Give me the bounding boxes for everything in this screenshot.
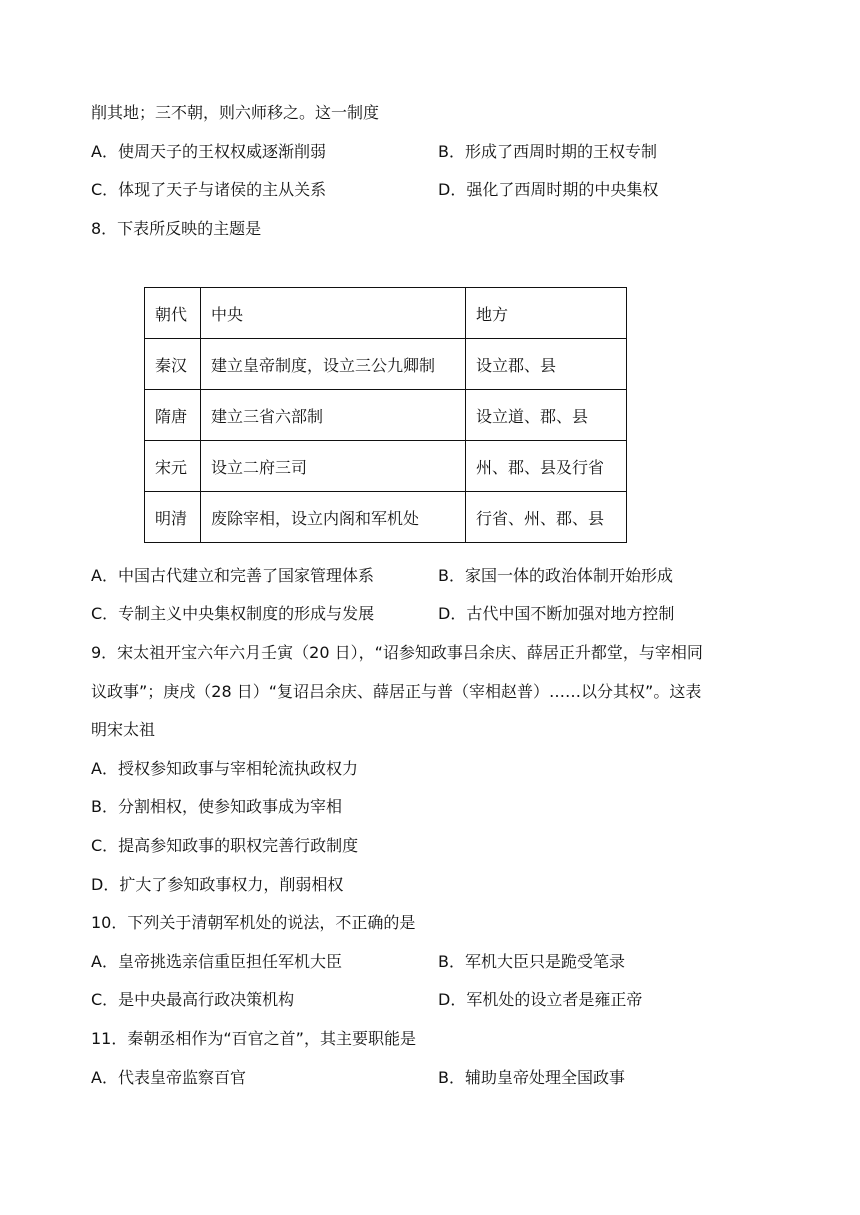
table-cell: 建立三省六部制 — [201, 390, 466, 441]
q9-option-d[interactable]: D．扩大了参知政事权力，削弱相权 — [91, 875, 344, 894]
table-cell: 设立二府三司 — [201, 441, 466, 492]
table-cell: 宋元 — [145, 441, 201, 492]
table-header-row — [145, 288, 627, 339]
table-cell: 设立郡、县 — [466, 339, 627, 390]
q9-option-c[interactable]: C．提高参知政事的职权完善行政制度 — [91, 836, 359, 855]
q10-option-b[interactable]: B．军机大臣只是跪受笔录 — [438, 952, 625, 971]
table-cell: 设立道、郡、县 — [466, 390, 627, 441]
table-header-cell: 地方 — [466, 288, 627, 339]
q8-option-d[interactable]: D．古代中国不断加强对地方控制 — [438, 604, 675, 623]
q9-option-b[interactable]: B．分割相权，使参知政事成为宰相 — [91, 797, 342, 816]
q9-stem-line3: 明宋太祖 — [91, 720, 156, 739]
table-cell: 废除宰相，设立内阁和军机处 — [201, 492, 466, 543]
q11-option-a[interactable]: A．代表皇帝监察百官 — [91, 1068, 246, 1087]
q9-option-a[interactable]: A．授权参知政事与宰相轮流执政权力 — [91, 759, 358, 778]
table-cell: 隋唐 — [145, 390, 201, 441]
q11-stem: 11．秦朝丞相作为“百官之首”，其主要职能是 — [91, 1029, 416, 1048]
table-cell: 建立皇帝制度，设立三公九卿制 — [201, 339, 466, 390]
q8-option-b[interactable]: B．家国一体的政治体制开始形成 — [438, 566, 673, 585]
table-cell: 秦汉 — [145, 339, 201, 390]
table-row — [145, 441, 627, 492]
q8-stem: 8．下表所反映的主题是 — [91, 219, 262, 238]
q8-option-a[interactable]: A．中国古代建立和完善了国家管理体系 — [91, 566, 374, 585]
q9-stem-line1: 9．宋太祖开宝六年六月壬寅（20 日），“诏参知政事吕余庆、薛居正升都堂，与宰相同 — [91, 643, 703, 662]
q9-stem-line2: 议政事”；庚戌（28 日）“复诏吕余庆、薛居正与普（宰相赵普）……以分其权”。这表 — [91, 682, 702, 701]
q10-option-d[interactable]: D．军机处的设立者是雍正帝 — [438, 990, 643, 1009]
table-row — [145, 492, 627, 543]
q7-option-a[interactable]: A．使周天子的王权权威逐渐削弱 — [91, 142, 326, 161]
dynasty-table — [144, 287, 627, 543]
table-header-cell: 朝代 — [145, 288, 201, 339]
table-cell: 明清 — [145, 492, 201, 543]
q7-option-b[interactable]: B．形成了西周时期的王权专制 — [438, 142, 657, 161]
q10-option-c[interactable]: C．是中央最高行政决策机构 — [91, 990, 295, 1009]
q10-stem: 10．下列关于清朝军机处的说法，不正确的是 — [91, 913, 416, 932]
q7-option-d[interactable]: D．强化了西周时期的中央集权 — [438, 180, 659, 199]
q7-stem-tail: 削其地；三不朝，则六师移之。这一制度 — [91, 103, 380, 122]
table-row — [145, 390, 627, 441]
q7-option-c[interactable]: C．体现了天子与诸侯的主从关系 — [91, 180, 327, 199]
table-row — [145, 339, 627, 390]
table-cell: 行省、州、郡、县 — [466, 492, 627, 543]
table-header-cell: 中央 — [201, 288, 466, 339]
q8-option-c[interactable]: C．专制主义中央集权制度的形成与发展 — [91, 604, 375, 623]
q11-option-b[interactable]: B．辅助皇帝处理全国政事 — [438, 1068, 625, 1087]
q10-option-a[interactable]: A．皇帝挑选亲信重臣担任军机大臣 — [91, 952, 342, 971]
table-cell: 州、郡、县及行省 — [466, 441, 627, 492]
